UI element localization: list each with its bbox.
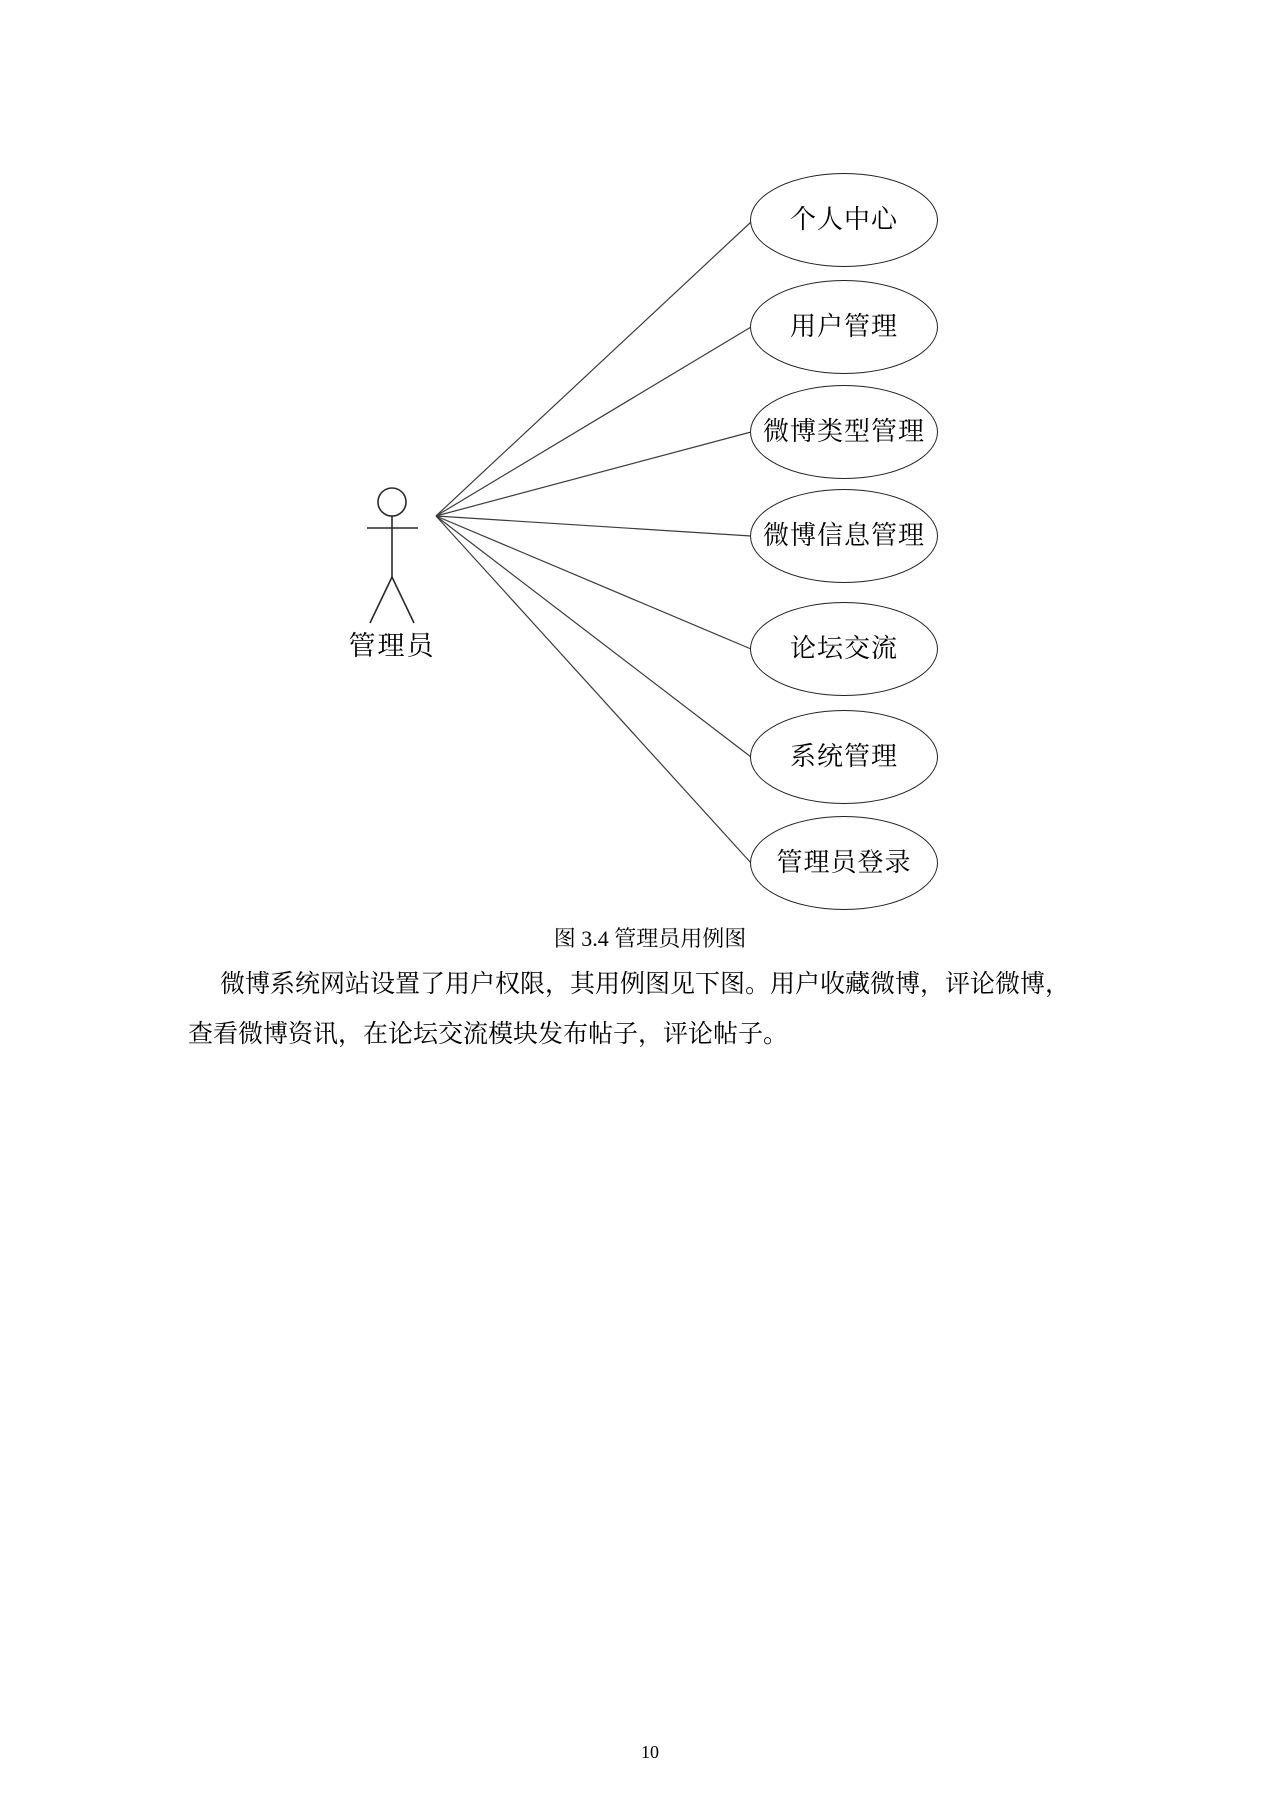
use-case-label: 微博信息管理 [762,521,925,550]
figure-caption: 图 3.4 管理员用例图 [553,926,747,951]
use-case-ellipse-weibo-info-management [750,489,938,583]
association-line [436,222,751,516]
association-line [436,327,751,516]
paragraph-line: 查看微博资讯，在论坛交流模块发布帖子，评论帖子。 [188,1021,789,1048]
actor-label: 管理员 [348,631,436,661]
association-lines [436,222,751,863]
page-number: 10 [641,1742,659,1762]
actor-left-leg [370,577,392,623]
use-case-label: 系统管理 [789,742,898,771]
use-case-label: 个人中心 [789,205,898,234]
association-line [436,432,751,516]
use-case-label: 管理员登录 [776,848,912,877]
use-case-ellipse-admin-login [750,816,938,910]
use-case-ellipse-system-management [750,710,938,804]
actor-right-leg [392,577,414,623]
association-line [436,516,751,536]
actor-figure [367,488,418,623]
association-line [436,516,751,649]
use-case-ellipse-user-management [750,280,938,374]
use-case-ellipse-weibo-type-management [750,385,938,479]
use-case-label: 微博类型管理 [762,417,925,446]
use-case-ellipse-forum-exchange [750,602,938,696]
body-paragraph [188,960,1112,1060]
association-line [436,516,751,863]
use-case-label: 论坛交流 [789,634,898,663]
use-case-label: 用户管理 [789,312,898,341]
actor-head [378,488,406,516]
paragraph-line: 微博系统网站设置了用户权限，其用例图见下图。用户收藏微博，评论微博， [220,971,1071,998]
use-case-ellipse-personal-center [750,173,938,267]
